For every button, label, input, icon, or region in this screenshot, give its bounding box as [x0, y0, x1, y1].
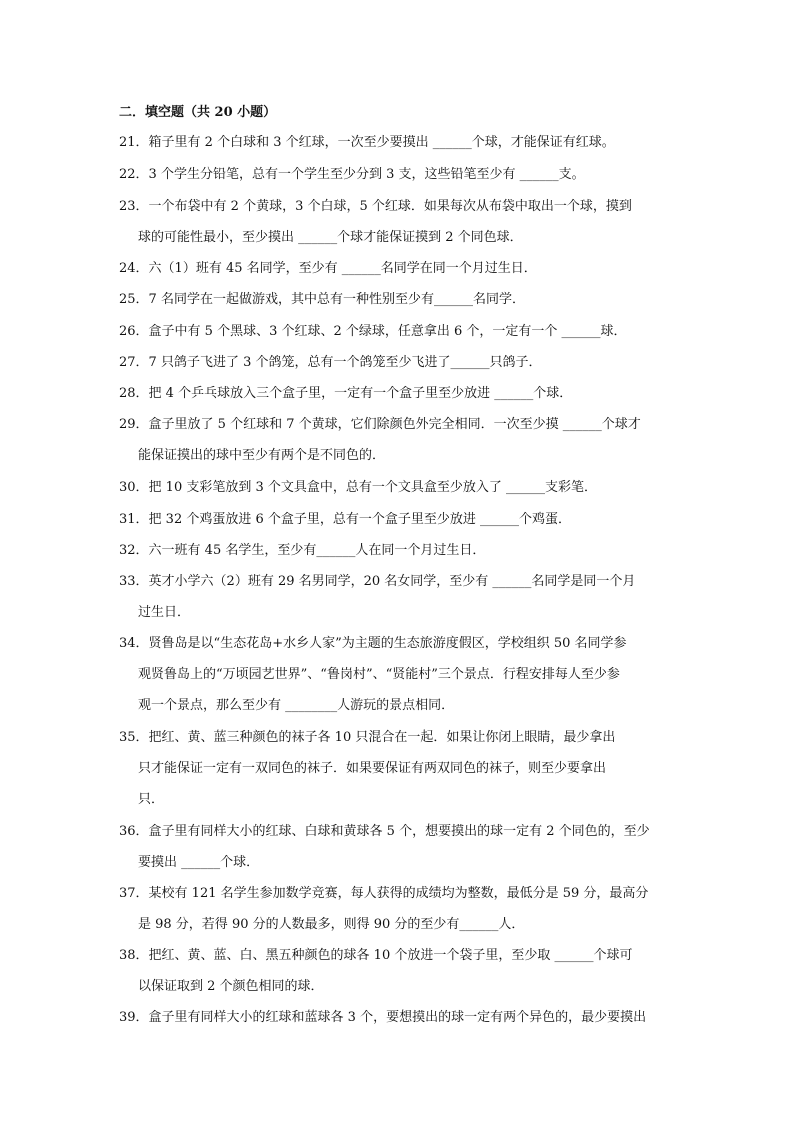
question-number: 28．: [119, 386, 149, 401]
question-39: [119, 1002, 679, 1033]
question-text: 六（1）班有 45 名同学，至少有 ______名同学在同一个月过生日．: [148, 261, 537, 276]
question-number: 38．: [119, 948, 149, 963]
question-36: [119, 816, 679, 878]
question-text: 贤鲁岛是以“生态花岛+水乡人家”为主题的生态旅游度假区，学校组织 50 名同学参: [148, 636, 627, 651]
question-text-continued: 能保证摸出的球中至少有两个是不同色的．: [138, 448, 386, 463]
question-number: 27．: [119, 355, 149, 370]
question-text: 7 名同学在一起做游戏，其中总有一种性别至少有______名同学．: [148, 292, 525, 307]
question-text: 盒子里放了 5 个红球和 7 个黄球，它们除颜色外完全相同．一次至少摸 ______个球才: [148, 417, 641, 432]
question-32: [119, 535, 679, 566]
question-number: 34．: [119, 636, 149, 651]
question-number: 39．: [119, 1010, 149, 1025]
question-text-continued: 观一个景点，那么至少有 ________人游玩的景点相同．: [138, 698, 455, 713]
question-text: 六一班有 45 名学生，至少有______人在同一个月过生日．: [148, 543, 486, 558]
question-text: 把红、黄、蓝、白、黑五种颜色的球各 10 个放进一个袋子里，至少取 ______个球可: [148, 948, 633, 963]
question-number: 29．: [119, 417, 149, 432]
question-text: 盒子里有同样大小的红球和蓝球各 3 个，要想摸出的球一定有两个异色的，最少要摸出: [148, 1010, 647, 1025]
question-text-continued: 观贤鲁岛上的“万顷园艺世界”、“鲁岗村”、“贤能村”三个景点．行程安排每人至少参: [138, 667, 620, 682]
question-text-continued: 要摸出 ______个球．: [138, 855, 260, 870]
question-38: [119, 940, 679, 1002]
question-number: 31．: [119, 512, 149, 527]
question-33: [119, 566, 679, 628]
question-number: 33．: [119, 574, 149, 589]
question-26: [119, 316, 679, 347]
section-title: 二．填空题（共 20 小题）: [119, 105, 277, 120]
question-31: [119, 504, 679, 535]
question-24: [119, 253, 679, 284]
question-text: 把 4 个乒乓球放入三个盒子里，一定有一个盒子里至少放进 ______个球．: [148, 386, 573, 401]
question-text-continued: 过生日．: [138, 605, 191, 620]
question-27: [119, 347, 679, 378]
question-number: 23．: [119, 199, 149, 214]
question-text: 把红、黄、蓝三种颜色的袜子各 10 只混合在一起．如果让你闭上眼睛，最少拿出: [148, 730, 616, 745]
question-number: 26．: [119, 324, 149, 339]
question-37: [119, 878, 679, 940]
question-number: 21．: [119, 135, 149, 150]
question-number: 30．: [119, 480, 149, 495]
question-number: 32．: [119, 543, 149, 558]
question-text: 箱子里有 2 个白球和 3 个红球，一次至少要摸出 ______个球，才能保证有红球。: [148, 135, 615, 150]
question-text: 7 只鸽子飞进了 3 个鸽笼，总有一个鸽笼至少飞进了______只鸽子．: [148, 355, 542, 370]
question-21: [119, 127, 679, 158]
question-22: [119, 159, 679, 190]
question-29: [119, 409, 679, 471]
question-23: [119, 191, 679, 253]
question-text: 盒子中有 5 个黑球、3 个红球、2 个绿球，任意拿出 6 个，一定有一个 ______球．: [148, 324, 627, 339]
question-text: 某校有 121 名学生参加数学竞赛，每人获得的成绩均为整数，最低分是 59 分，最高分: [148, 886, 649, 901]
question-text: 把 10 支彩笔放到 3 个文具盒中，总有一个文具盒至少放入了 ______支彩笔．: [148, 480, 598, 495]
question-number: 22．: [119, 167, 149, 182]
question-28: [119, 378, 679, 409]
question-number: 37．: [119, 886, 149, 901]
question-text-continued: 球的可能性最小，至少摸出 ______个球才能保证摸到 2 个同色球．: [138, 230, 523, 245]
question-text-continued: 是 98 分，若得 90 分的人数最多，则得 90 分的至少有______人．: [138, 917, 525, 932]
question-text: 3 个学生分铅笔，总有一个学生至少分到 3 支，这些铅笔至少有 ______支。: [148, 167, 585, 182]
question-number: 25．: [119, 292, 149, 307]
question-number: 36．: [119, 824, 149, 839]
question-text: 英才小学六（2）班有 29 名男同学，20 名女同学，至少有 ______名同学是同一个月: [148, 574, 636, 589]
question-text-continued: 只才能保证一定有一双同色的袜子．如果要保证有两双同色的袜子，则至少要拿出: [138, 761, 607, 776]
question-35: [119, 722, 679, 815]
question-text: 把 32 个鸡蛋放进 6 个盒子里，总有一个盒子里至少放进 ______个鸡蛋．: [148, 512, 572, 527]
question-text-continued: 以保证取到 2 个颜色相同的球．: [138, 979, 324, 994]
question-number: 24．: [119, 261, 149, 276]
question-text: 盒子里有同样大小的红球、白球和黄球各 5 个，想要摸出的球一定有 2 个同色的，至少: [148, 824, 650, 839]
question-34: [119, 628, 679, 721]
question-30: [119, 472, 679, 503]
question-text: 一个布袋中有 2 个黄球，3 个白球，5 个红球．如果每次从布袋中取出一个球，摸到: [148, 199, 632, 214]
question-text-continued: 只．: [138, 792, 165, 807]
question-number: 35．: [119, 730, 149, 745]
question-25: [119, 284, 679, 315]
